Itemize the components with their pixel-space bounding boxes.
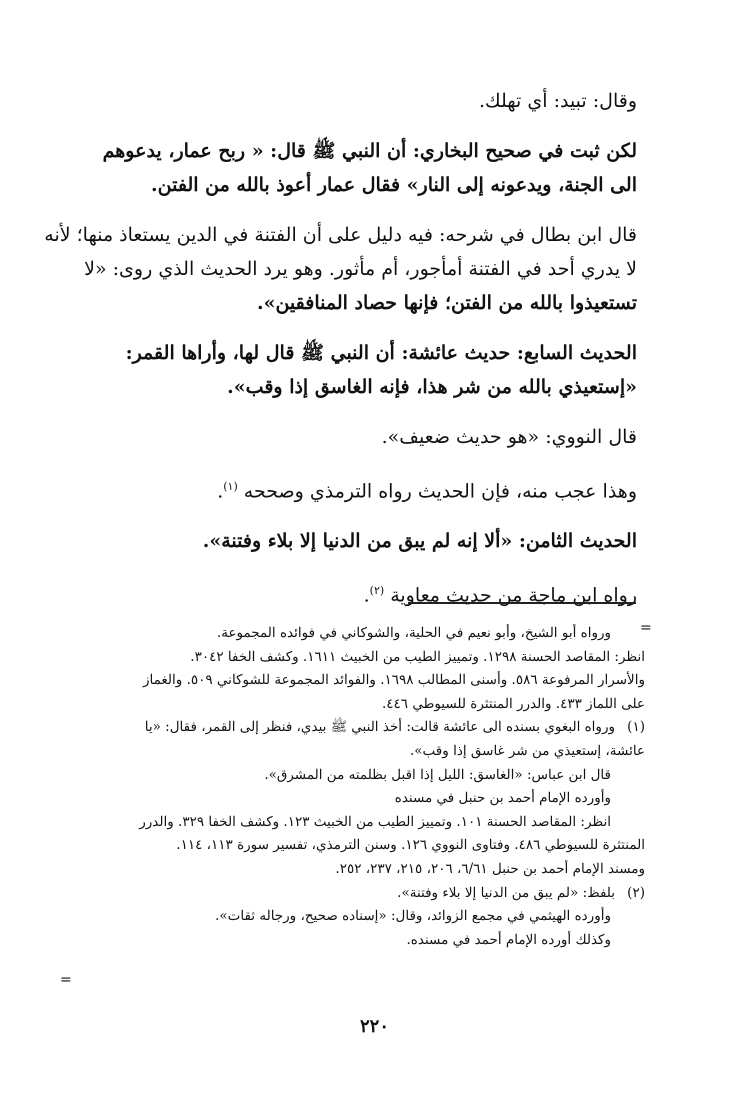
paragraph-4-line-1: الحديث السابع: حديث عائشة: أن النبي ﷺ قال لها، وأراها القمر: bbox=[125, 342, 637, 364]
footnote-line: والأسرار المرفوعة ٥٨٦. وأسنى المطالب ١٦٩٨. والفوائد المجموعة للشوكاني ٥٠٩. والغماز bbox=[142, 672, 645, 689]
footnote-2 bbox=[50, 882, 645, 906]
footnote-line: على اللماز ٤٣٣. والدرر المنتثرة للسيوطي ٤٤٦. bbox=[381, 695, 645, 712]
paragraph-6 bbox=[67, 470, 637, 508]
footnote-line: ومسند الإمام أحمد بن حنبل ٦/٦١، ٢٠٦، ٢١٥، ٢٣٧، ٢٥٢. bbox=[335, 860, 645, 877]
continuation-mark-bottom: = bbox=[60, 972, 72, 988]
footnote-1 bbox=[50, 716, 645, 740]
footnote-line: انظر: المقاصد الحسنة ١٠١. وتمييز الطيب من الخبيث ١٢٣. وكشف الخفا ٣٢٩. والدرر bbox=[139, 813, 611, 830]
paragraph-8-text: رواه ابن ماجة من حديث معاوية bbox=[390, 584, 637, 607]
footnote-line: انظر: المقاصد الحسنة ١٢٩٨. وتمييز الطيب من الخبيث ١٦١١. وكشف الخفا ٣٠٤٢. bbox=[190, 648, 645, 665]
paragraph-2-line-1: لكن ثبت في صحيح البخاري: أن النبي ﷺ قال: « ربح عمار، يدعوهم bbox=[102, 140, 637, 162]
paragraph-4-line-2: «إستعيذي بالله من شر هذا، فإنه الغاسق إذا وقب». bbox=[227, 376, 637, 398]
paragraph-3-line-3: تستعيذوا بالله من الفتن؛ فإنها حصاد المنافقين». bbox=[256, 292, 637, 314]
paragraph-3-line-1: قال ابن بطال في شرحه: فيه دليل على أن الفتنة في الدين يستعاذ منها؛ لأنه bbox=[44, 224, 637, 246]
footnote-separator bbox=[408, 602, 636, 604]
paragraph-2-line-2: الى الجنة، ويدعونه إلى النار» فقال عمار أعوذ بالله من الفتن. bbox=[151, 174, 637, 196]
paragraph-6-end: . bbox=[217, 480, 224, 503]
footnote-2-text: بلفظ: «لم يبق من الدنيا إلا بلاء وفتنة». bbox=[397, 884, 615, 901]
footnote-line: وكذلك أورده الإمام أحمد في مسنده. bbox=[406, 931, 611, 948]
footnote-line: قال ابن عباس: «الغاسق: الليل إذا اقبل بظلمته من المشرق». bbox=[264, 766, 611, 783]
footnote-ref-1: (١) bbox=[223, 480, 238, 493]
paragraph-1: وقال: تبيد: أي تهلك. bbox=[478, 90, 637, 112]
footnote-2-number: (٢) bbox=[627, 884, 645, 901]
paragraph-7: الحديث الثامن: «ألا إنه لم يبق من الدنيا إلا بلاء وفتنة». bbox=[202, 530, 637, 553]
paragraph-8-end: . bbox=[363, 584, 370, 607]
footnotes bbox=[50, 622, 645, 952]
footnote-line: وأورده الهيثمي في مجمع الزوائد، وقال: «إسناده صحيح، ورجاله ثقات». bbox=[215, 908, 611, 925]
footnote-1-text: ورواه البغوي بسنده الى عائشة قالت: أخذ النبي ﷺ بيدي، فنظر إلى القمر، فقال: «يا bbox=[144, 719, 615, 736]
footnote-line: المنتثرة للسيوطي ٤٨٦. وفتاوى النووي ١٢٦. وسنن الترمذي، تفسير سورة ١١٣، ١١٤. bbox=[176, 837, 645, 854]
page-number: ٢٢٠ bbox=[359, 1016, 389, 1037]
footnote-1-number: (١) bbox=[627, 719, 645, 736]
paragraph-8 bbox=[67, 574, 637, 612]
footnote-line: عائشة، إستعيذي من شر غاسق إذا وقب». bbox=[410, 742, 645, 759]
continuation-mark-top: = bbox=[640, 620, 652, 636]
footnote-ref-2: (٢) bbox=[369, 584, 385, 598]
footnote-line: وأورده الإمام أحمد بن حنبل في مسنده bbox=[394, 790, 611, 807]
paragraph-5: قال النووي: «هو حديث ضعيف». bbox=[381, 426, 637, 448]
main-text bbox=[44, 84, 637, 613]
paragraph-6-text: وهذا عجب منه، فإن الحديث رواه الترمذي وصححه bbox=[243, 480, 637, 503]
footnote-line: ورواه أبو الشيخ، وأبو نعيم في الحلية، والشوكاني في فوائده المجموعة. bbox=[216, 625, 611, 641]
paragraph-3-line-2: لا يدري أحد في الفتنة أمأجور، أم مأثور. وهو يرد الحديث الذي روى: «لا bbox=[84, 258, 637, 280]
